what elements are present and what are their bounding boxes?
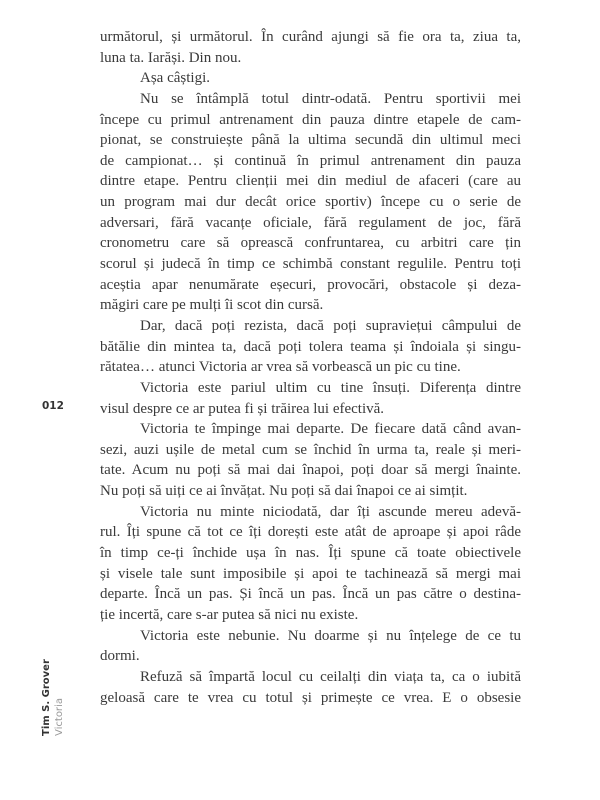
text-line: aceștia apar nenumărate eșecuri, provocări, obstacole și deza- — [100, 276, 521, 293]
text-line: Nu se întâmplă totul dintr-odată. Pentru sportivii mei — [140, 90, 521, 107]
text-line: adversari, fără vacanțe oficiale, fără regulament de joc, fără — [100, 214, 521, 231]
text-line: scorul și judecă în timp ce schimbă constant regulile. Pentru toți — [100, 256, 521, 273]
text-line: Nu poți să uiți ce ai învățat. Nu poți să dai înapoi ce ai simțit. — [100, 483, 468, 500]
text-line: un program mai dur decât orice sportiv) începe cu o serie de — [100, 194, 521, 211]
text-line: măgiri care pe mulți îi scot din cursă. — [100, 297, 324, 314]
running-head-author: Tim S. Grover — [41, 659, 52, 736]
running-head — [40, 659, 66, 736]
text-line: Victoria nu minte niciodată, dar îți ascunde mereu adevă- — [140, 503, 521, 520]
text-line: de campionat… și continuă în primul antrenament din pauza — [100, 152, 521, 169]
text-line: dormi. — [100, 648, 140, 665]
running-head-title: Victoria — [54, 698, 65, 736]
text-line: ție incertă, care s-ar putea să nici nu existe. — [100, 606, 359, 623]
body-text — [100, 27, 521, 708]
text-line: Victoria te împinge mai departe. De fiecare dată când avan- — [140, 421, 521, 438]
text-line: bătălie din mintea ta, dacă poți tolera teama și îndoiala și singu- — [100, 338, 521, 355]
text-line: pionat, se construiește până la ultima secundă din ultimul meci — [100, 132, 521, 149]
text-line: rul. Îți spune că tot ce îți dorești este atât de aproape și apoi râde — [100, 524, 521, 541]
text-line: cronometru care să oprească confruntarea, cu arbitri care țin — [100, 235, 521, 252]
text-line: departe. Încă un pas. Și încă un pas. Încă un pas către o destina- — [100, 586, 521, 603]
text-line: luna ta. Iarăși. Din nou. — [100, 49, 242, 66]
text-line: geloasă care te vrea cu totul și primește ce vrea. E o obsesie — [100, 689, 521, 706]
text-line: Așa câștigi. — [140, 70, 210, 87]
text-line: visul despre ce ar putea fi și trăirea lui efectivă. — [100, 400, 385, 417]
text-line: tate. Acum nu poți să mai dai înapoi, poți doar să mergi înainte. — [100, 462, 521, 479]
text-line: Dar, dacă poți rezista, dacă poți supraviețui câmpului de — [140, 317, 521, 334]
text-line: rătatea… atunci Victoria ar vrea să vorbească un pic cu tine. — [100, 359, 461, 376]
text-line: începe cu primul antrenament din pauza dintre etapele de cam- — [100, 111, 521, 128]
text-line: Victoria este pariul ultim cu tine însuți. Diferența dintre — [140, 379, 521, 396]
text-line: Refuză să împartă locul cu ceilalți din viața ta, ca o iubită — [140, 668, 521, 685]
text-line: Victoria este nebunie. Nu doarme și nu înțelege de ce tu — [140, 627, 521, 644]
text-line: următorul, și următorul. În curând ajungi să fie ora ta, ziua ta, — [100, 29, 521, 45]
text-line: sezi, auzi ușile de metal cum se închid în urma ta, reale și meri- — [100, 441, 521, 458]
text-line: dintre etape. Pentru clienții mei din mediul de afaceri (care au — [100, 173, 521, 190]
text-line: în timp ce-ți închide ușa în nas. Îți spune că toate obiectivele — [100, 545, 521, 562]
text-line: și visele tale sunt imposibile și apoi te tachinează să mergi mai — [100, 565, 521, 582]
page-number: 012 — [42, 400, 64, 412]
